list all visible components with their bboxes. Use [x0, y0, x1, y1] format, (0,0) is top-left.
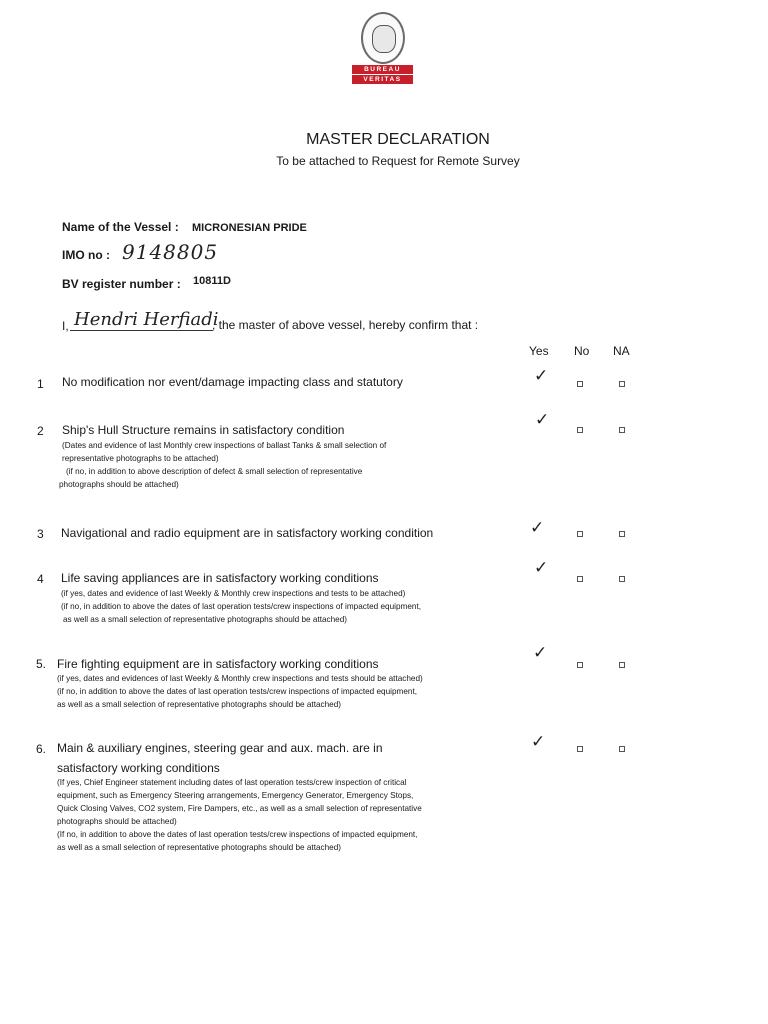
vessel-name-value: MICRONESIAN PRIDE [192, 222, 307, 234]
item-6-na-checkbox[interactable] [619, 746, 625, 752]
logo-text-top: BUREAU [352, 65, 413, 74]
column-header-na: NA [613, 344, 630, 358]
item-6-note-5: (If no, in addition to above the dates of last operation tests/crew inspections of impacted equipment, [57, 830, 418, 839]
bv-register-value: 10811D [193, 275, 231, 287]
declaration-prefix: I, [62, 319, 69, 333]
item-5-number: 5. [36, 657, 47, 671]
item-5-title: Fire fighting equipment are in satisfactory working conditions [57, 657, 379, 671]
bureau-veritas-seal-icon [361, 12, 405, 64]
imo-label: IMO no : [62, 248, 110, 262]
item-1-number: 1 [37, 377, 44, 391]
item-4-no-checkbox[interactable] [577, 576, 583, 582]
page-subtitle: To be attached to Request for Remote Survey [276, 154, 520, 168]
item-5-note-3: as well as a small selection of representative photographs should be attached) [57, 700, 341, 709]
item-6-note-3: Quick Closing Valves, CO2 system, Fire Dampers, etc., as well as a small selection of representative [57, 804, 422, 813]
item-1-yes-checkmark[interactable]: ✓ [534, 366, 549, 385]
item-4-note-2: (if no, in addition to above the dates of last operation tests/crew inspections of impacted equipment, [61, 602, 422, 611]
item-2-yes-checkmark[interactable]: ✓ [535, 410, 550, 429]
item-6-note-4: photographs should be attached) [57, 817, 177, 826]
item-6-title-line-2: satisfactory working conditions [57, 761, 220, 775]
item-2-number: 2 [37, 424, 44, 438]
item-1-na-checkbox[interactable] [619, 381, 625, 387]
item-4-yes-checkmark[interactable]: ✓ [534, 558, 549, 577]
item-6-number: 6. [36, 742, 47, 756]
item-3-yes-checkmark[interactable]: ✓ [530, 518, 545, 537]
item-2-note-3: (if no, in addition to above description of defect & small selection of representative [66, 467, 363, 476]
item-2-note-1: (Dates and evidence of last Monthly crew inspections of ballast Tanks & small selection of [62, 441, 387, 450]
item-4-title: Life saving appliances are in satisfactory working conditions [61, 571, 379, 585]
item-6-title: Main & auxiliary engines, steering gear and aux. mach. are in [57, 741, 383, 755]
item-6-no-checkbox[interactable] [577, 746, 583, 752]
vessel-name-label: Name of the Vessel : [62, 220, 179, 234]
item-2-note-4: photographs should be attached) [59, 480, 179, 489]
bv-register-label: BV register number : [62, 277, 181, 291]
item-2-na-checkbox[interactable] [619, 427, 625, 433]
page-title: MASTER DECLARATION [306, 131, 490, 148]
item-5-no-checkbox[interactable] [577, 662, 583, 668]
declaration-suffix: , the master of above vessel, hereby confirm that : [212, 318, 479, 332]
item-6-note-2: equipment, such as Emergency Steering arrangements, Emergency Generator, Emergency Stops, [57, 791, 414, 800]
item-2-note-2: representative photographs to be attached) [62, 454, 219, 463]
item-6-note-6: as well as a small selection of representative photographs should be attached) [57, 843, 341, 852]
item-4-na-checkbox[interactable] [619, 576, 625, 582]
signature-line [70, 330, 213, 331]
item-6-note-1: (If yes, Chief Engineer statement including dates of last operation tests/crew inspection of critical [57, 778, 407, 787]
item-3-number: 3 [37, 527, 44, 541]
item-1-title: No modification nor event/damage impacting class and statutory [62, 375, 403, 389]
master-name-handwritten: Hendri Herfiadi [74, 309, 219, 330]
item-2-title: Ship's Hull Structure remains in satisfactory condition [62, 423, 345, 437]
item-5-na-checkbox[interactable] [619, 662, 625, 668]
item-3-title: Navigational and radio equipment are in satisfactory working condition [61, 526, 434, 540]
item-4-note-3: as well as a small selection of representative photographs should be attached) [63, 615, 347, 624]
item-4-note-1: (if yes, dates and evidence of last Weekly & Monthly crew inspections and tests to be attached) [61, 589, 406, 598]
item-5-note-2: (if no, in addition to above the dates of last operation tests/crew inspections of impacted equipment, [57, 687, 418, 696]
item-2-no-checkbox[interactable] [577, 427, 583, 433]
item-6-yes-checkmark[interactable]: ✓ [531, 732, 546, 751]
logo-text-bottom: VERITAS [352, 75, 413, 84]
item-3-na-checkbox[interactable] [619, 531, 625, 537]
item-5-note-1: (if yes, dates and evidences of last Weekly & Monthly crew inspections and tests should be attached) [57, 674, 423, 683]
item-5-yes-checkmark[interactable]: ✓ [533, 643, 548, 662]
item-1-no-checkbox[interactable] [577, 381, 583, 387]
item-4-number: 4 [37, 572, 44, 586]
column-header-yes: Yes [529, 344, 549, 358]
item-3-no-checkbox[interactable] [577, 531, 583, 537]
column-header-no: No [574, 344, 590, 358]
imo-value-handwritten: 9148805 [122, 240, 219, 264]
